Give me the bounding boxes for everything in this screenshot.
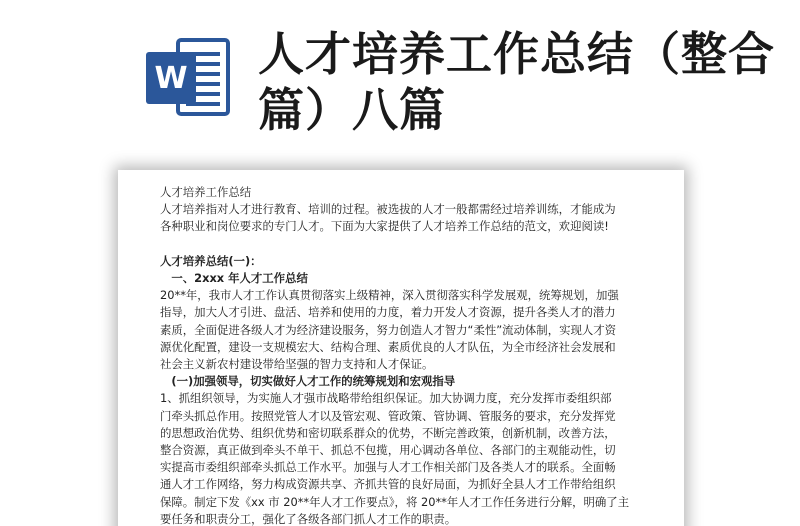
- document-line: 源优化配置，建设一支规模宏大、结构合理、素质优良的人才队伍，为全市经济社会发展和: [160, 339, 616, 354]
- document-line: 人才培养工作总结: [160, 185, 252, 199]
- document-line: 实提高市委组织部牵头抓总工作水平。加强与人才工作相关部门及各类人才的联系。全面畅: [160, 460, 616, 475]
- document-line: 20**年，我市人才工作认真贯彻落实上级精神，深入贯彻落实科学发展观，统筹规划，加强: [160, 288, 619, 303]
- blank-line: [160, 236, 642, 253]
- document-line: 通人才工作网络，努力构成资源共享、齐抓共管的良好局面，为抓好全县人才工作带给组织: [160, 477, 616, 492]
- word-document-icon-graphic: [140, 30, 236, 126]
- document-heading: (一)加强领导，切实做好人才工作的统筹规划和宏观指导: [160, 374, 456, 389]
- document-line: 社会主义新农村建设带给坚强的智力支持和人才保证。: [160, 357, 434, 372]
- document-line: 保障。制定下发《xx 市 20**年人才工作要点》，将 20**年人才工作任务进行分解，明确了主: [160, 494, 630, 509]
- word-document-icon: [140, 30, 236, 126]
- header: [0, 0, 800, 160]
- document-line: 各种职业和岗位要求的专门人才。下面为大家提供了人才培养工作总结的范文，欢迎阅读!: [160, 219, 609, 234]
- document-body: [160, 184, 642, 526]
- document-line: 整合资源，真正做到牵头不单干、抓总不包揽，用心调动各单位、各部门的主观能动性，切: [160, 443, 616, 458]
- document-line: 门牵头抓总作用。按照党管人才以及管宏观、管政策、管协调、管服务的要求，充分发挥党: [160, 408, 616, 423]
- document-line: 素质，全面促进各级人才为经济建设服务，努力创造人才智力“柔性”流动体制，实现人才资: [160, 322, 617, 337]
- document-line: 要任务和职责分工，强化了各级各部门抓人才工作的职责。: [160, 511, 457, 526]
- word-icon-letter: W: [154, 61, 188, 96]
- page-title: 人才培养工作总结（整合篇）八篇: [258, 27, 775, 137]
- document-line: 指导，加大人才引进、盘活、培养和使用的力度，着力开发人才资源，提升各类人才的潜力: [160, 305, 616, 320]
- document-heading: 人才培养总结(一)：: [160, 253, 262, 268]
- document-line: 1、抓组织领导，为实施人才强市战略带给组织保证。加大协调力度，充分发挥市委组织部: [160, 391, 612, 406]
- document-heading: 一、2xxx 年人才工作总结: [160, 271, 308, 285]
- document-page: [118, 170, 684, 526]
- document-line: 的思想政治优势、组织优势和密切联系群众的优势，不断完善政策，创新机制，改善方法，: [160, 425, 616, 440]
- document-line: 人才培养指对人才进行教育、培训的过程。被选拔的人才一般都需经过培养训练，才能成为: [160, 202, 616, 217]
